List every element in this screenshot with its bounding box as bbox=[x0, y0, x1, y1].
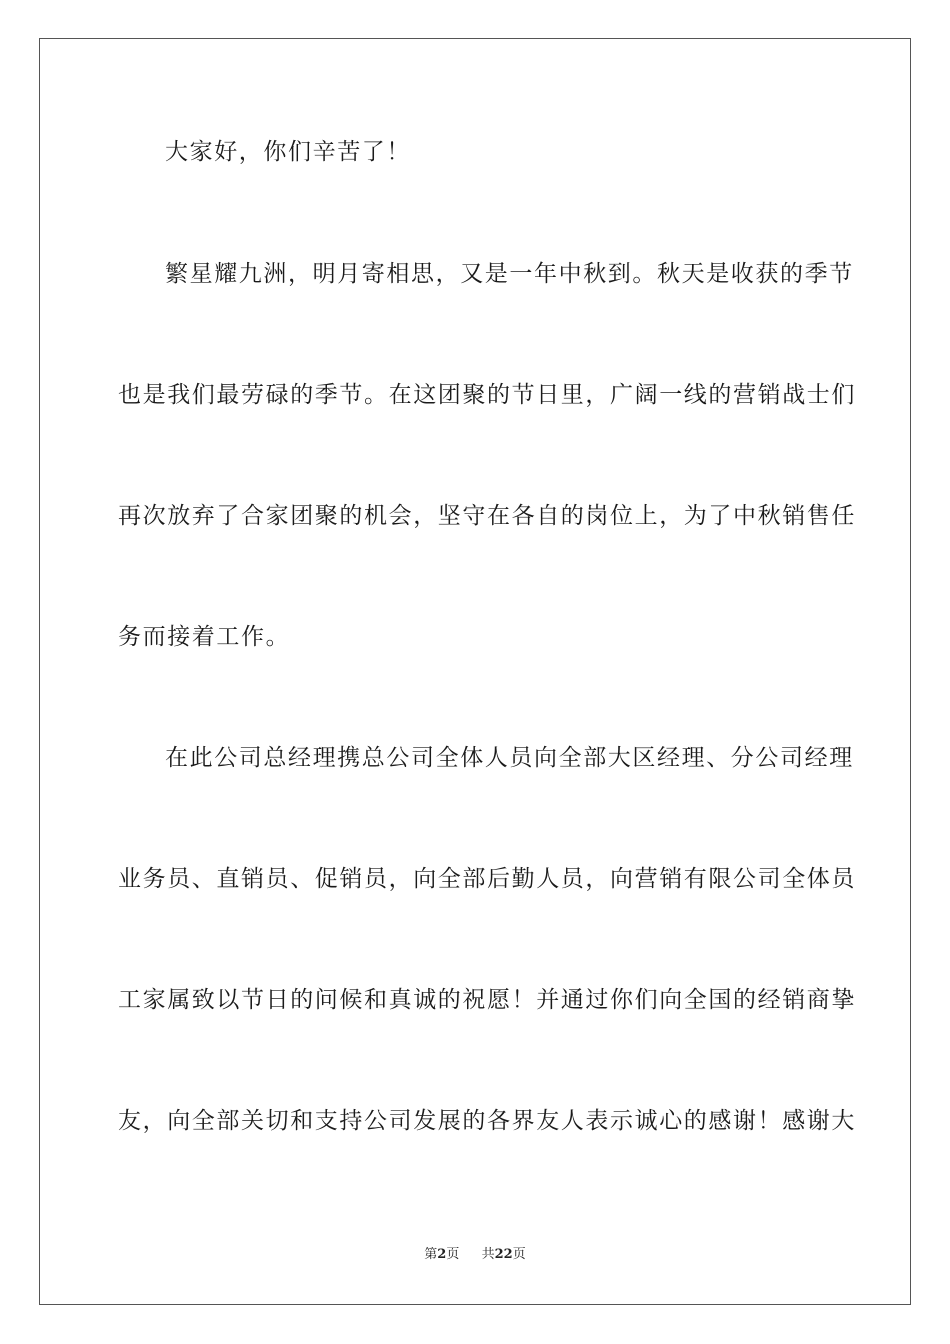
paragraph-3-line-4: 友，向全部关切和支持公司发展的各界友人表示诚心的感谢！感谢大 bbox=[118, 1108, 856, 1134]
page-footer bbox=[0, 1246, 950, 1264]
paragraph-3-line-2: 业务员、直销员、促销员，向全部后勤人员，向营销有限公司全体员 bbox=[118, 866, 856, 892]
paragraph-2-line-1: 繁星耀九洲，明月寄相思，又是一年中秋到。秋天是收获的季节 bbox=[165, 261, 854, 287]
paragraph-3-line-3: 工家属致以节日的问候和真诚的祝愿！并通过你们向全国的经销商挚 bbox=[118, 987, 856, 1013]
total-pages-label bbox=[482, 1247, 526, 1262]
total-prefix: 共 bbox=[481, 1247, 495, 1262]
total-pages: 22 bbox=[494, 1247, 513, 1262]
paragraph-2-line-4: 务而接着工作。 bbox=[118, 624, 291, 650]
paragraph-3-line-1: 在此公司总经理携总公司全体人员向全部大区经理、分公司经理 bbox=[165, 745, 854, 771]
paragraph-2-line-2: 也是我们最劳碌的季节。在这团聚的节日里，广阔一线的营销战士们 bbox=[118, 382, 856, 408]
page-suffix: 页 bbox=[446, 1247, 460, 1262]
paragraph-1-line-1: 大家好，你们辛苦了！ bbox=[165, 139, 411, 165]
paragraph-2-line-3: 再次放弃了合家团聚的机会，坚守在各自的岗位上，为了中秋销售任 bbox=[118, 503, 856, 529]
page-prefix: 第 bbox=[424, 1247, 438, 1262]
total-suffix: 页 bbox=[512, 1247, 526, 1262]
page-number: 2 bbox=[437, 1247, 447, 1262]
page-label bbox=[424, 1247, 463, 1262]
